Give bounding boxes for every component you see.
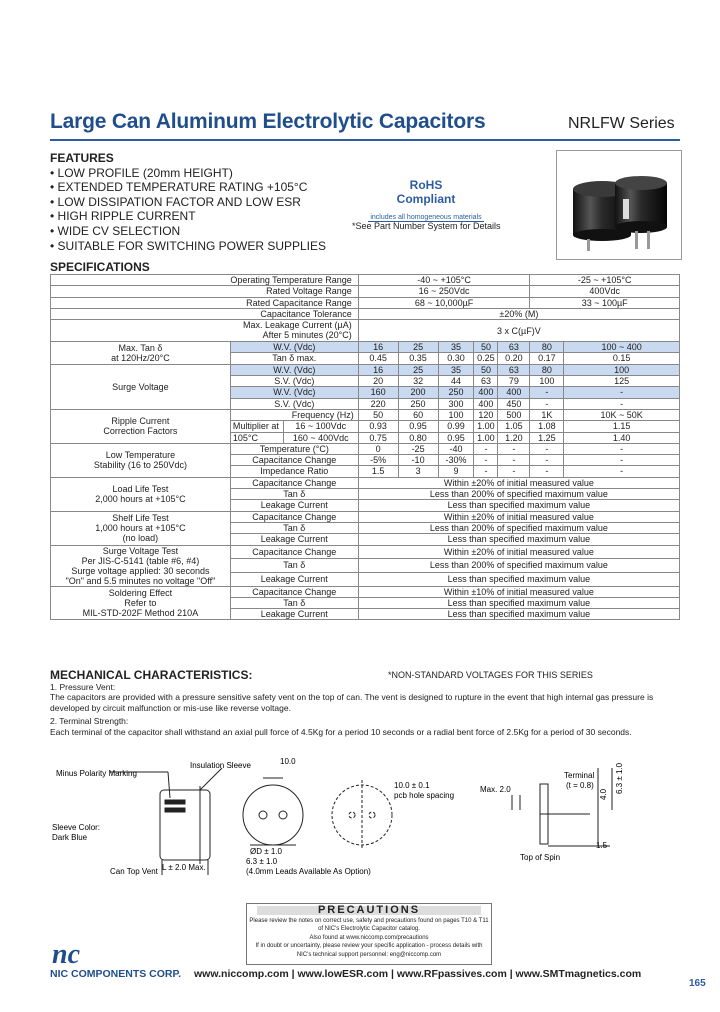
company-name: NIC COMPONENTS CORP. [50,968,182,980]
ripple-cell: 50 [358,409,398,420]
ripple-freq-label: Frequency (Hz) [230,409,358,420]
mechanical-heading: MECHANICAL CHARACTERISTICS: [50,668,253,682]
lowtemp-cell: -25 [398,443,438,454]
shelflife-key: Leakage Current [230,534,358,545]
specifications-heading: SPECIFICATIONS [50,260,150,274]
top-spin-label: Top of Spin [520,853,561,862]
solder-label-3: MIL-STD-202F Method 210A [82,607,199,618]
ripple-cell: 10K ~ 50K [564,409,680,420]
tan-wv-cell: 16 [358,342,398,353]
lowtemp-cell: - [530,443,564,454]
footer-bar [50,968,641,980]
rated-voltage-a: 16 ~ 250Vdc [358,286,530,297]
lowtemp-cell: - [498,443,530,454]
lowtemp-cell: - [564,443,680,454]
terminal-strength-text: Each terminal of the capacitor shall withstand an axial pull force of 4.5Kg for a period 10 seconds or a radial bent force of 2.5Kg for a period of 30 seconds. [50,727,632,737]
cap-tol-label: Capacitance Tolerance [51,308,359,319]
loadlife-key: Leakage Current [230,500,358,511]
feature-item: • HIGH RIPPLE CURRENT [50,209,196,224]
surge-wv-label: W.V. (Vdc) [230,364,358,375]
surgetest-label [51,545,231,586]
precautions-heading: PRECAUTIONS [257,906,481,915]
ripple-mult-label2: 105°C [232,432,258,443]
pcb-hole-label: pcb hole spacing [394,791,455,800]
shelflife-key: Tan δ [230,522,358,533]
surgetest-value: Within ±20% of initial measured value [358,545,679,559]
shelflife-label-1: Shelf Life Test [112,513,169,524]
ripple-cell: 120 [474,409,498,420]
surge-cell: 100 [564,364,680,375]
op-temp-a: -40 ~ +105°C [358,275,530,286]
lowtemp-cell: - [530,466,564,477]
lowtemp-cell: 1.5 [358,466,398,477]
capacitor-bottom-view [243,778,303,845]
loadlife-value: Less than specified maximum value [358,500,679,511]
solder-key: Capacitance Change [230,586,358,597]
table-row [51,297,680,308]
surgetest-key: Capacitance Change [230,545,358,559]
cap-tol-value: ±20% (M) [358,308,679,319]
leakage-label [51,320,359,342]
rohs-line3: includes all homogeneous materials [370,214,482,221]
table-row [51,342,680,353]
lowtemp-cell: 9 [438,466,474,477]
diameter-dim-label: ØD ± 1.0 [250,847,282,856]
loadlife-key: Capacitance Change [230,477,358,488]
page-number: 165 [689,978,706,989]
tan-cell: 0.35 [398,353,438,364]
rated-cap-label: Rated Capacitance Range [51,297,359,308]
dim-15-label: 1.5 [596,841,608,850]
precautions-line: Please review the notes on correct use, safety and precautions found on pages T10 & T11 [249,917,489,924]
surge-cell: 250 [398,398,438,409]
surgetest-value: Less than specified maximum value [358,572,679,586]
surge-sv-label: S.V. (Vdc) [230,398,358,409]
capacitor-image-icon [557,151,681,259]
sleeve-color-value: Dark Blue [52,833,88,842]
ripple-mult-label: Multiplier at [232,421,279,432]
surge-cell: - [530,398,564,409]
ripple-cell: 0.75 [358,432,398,443]
rohs-badge [354,178,498,224]
ripple-cell: 1.00 [474,421,498,432]
surgetest-value: Less than 200% of specified maximum value [358,559,679,573]
shelflife-label-2: 1,000 hours at +105°C [95,523,186,534]
nic-logo-icon [52,937,98,967]
terminal-thickness-label: (t = 0.8) [566,781,594,790]
feature-item: • SUITABLE FOR SWITCHING POWER SUPPLIES [50,238,327,253]
shelflife-value: Less than 200% of specified maximum value [358,522,679,533]
feature-item: • LOW DISSIPATION FACTOR AND LOW ESR [50,194,301,209]
surge-label: Surge Voltage [51,364,231,409]
tan-wv-cell: 35 [438,342,474,353]
surge-cell: 200 [398,387,438,398]
ripple-cell: 0.95 [438,432,474,443]
dim-4-label: 4.0 [599,788,608,800]
pressure-vent-title: 1. Pressure Vent: [50,682,116,692]
ripple-label-1: Ripple Current [111,416,170,427]
ripple-cell: 500 [498,409,530,420]
ripple-cell: 100 [438,409,474,420]
solder-value: Within ±10% of initial measured value [358,586,679,597]
dim-63-label: 6.3 ± 1.0 [615,762,624,794]
loadlife-value: Less than 200% of specified maximum value [358,489,679,500]
shelflife-key: Capacitance Change [230,511,358,522]
tan-wv-cell: 50 [474,342,498,353]
tan-cell: 0.17 [530,353,564,364]
minus-polarity-label: Minus Polarity Marking [56,769,137,778]
ripple-cell: 0.80 [398,432,438,443]
shelflife-value: Within ±20% of initial measured value [358,511,679,522]
surge-cell: 400 [498,387,530,398]
table-row [51,286,680,297]
table-row [51,275,680,286]
loadlife-label-2: 2,000 hours at +105°C [95,494,186,505]
shelflife-label-3: (no load) [122,533,159,544]
ripple-r1-label: 16 ~ 100Vdc [283,421,358,431]
rohs-line2: Compliant [396,192,456,206]
table-row [51,409,680,420]
rated-voltage-b: 400Vdc [530,286,680,297]
surge-cell: 400 [474,398,498,409]
ripple-cell: 1.25 [530,432,564,443]
ripple-cell: 60 [398,409,438,420]
ripple-cell: 1.00 [474,432,498,443]
surge-cell: 63 [498,364,530,375]
insulation-sleeve-label: Insulation Sleeve [190,761,251,770]
surge-cell: 80 [530,364,564,375]
rated-cap-a: 68 ~ 10,000µF [358,297,530,308]
ripple-label-2: Correction Factors [103,426,178,437]
surge-cell: 100 [530,376,564,387]
surge-cell: - [564,387,680,398]
leakage-label-1: Max. Leakage Current (µA) [243,320,352,331]
lowtemp-label-1: Low Temperature [105,450,176,461]
op-temp-label: Operating Temperature Range [51,275,359,286]
tan-wv-cell: 25 [398,342,438,353]
lowtemp-cell: 3 [398,466,438,477]
table-row [51,511,680,522]
tan-max-label: Tan δ max. [230,353,358,364]
lowtemp-cell: -40 [438,443,474,454]
tan-cell: 0.30 [438,353,474,364]
tan-label-1: Max. Tan δ [118,342,163,353]
pcb-spacing-label: 10.0 ± 0.1 [394,781,430,790]
capacitor-photo [556,150,682,260]
surge-cell: 450 [498,398,530,409]
table-row [51,443,680,454]
rated-voltage-label: Rated Voltage Range [51,286,359,297]
tan-cell: 0.15 [564,353,680,364]
max2-label: Max. 2.0 [480,785,511,794]
ripple-cell: 1.05 [498,421,530,432]
ripple-cell: 1.08 [530,421,564,432]
surge-cell: 300 [438,398,474,409]
surge-cell: 16 [358,364,398,375]
tan-wv-label: W.V. (Vdc) [230,342,358,353]
table-row [51,320,680,342]
table-row [51,545,680,559]
ripple-cell: 0.99 [438,421,474,432]
surgetest-label-3: Surge voltage applied: 30 seconds [71,565,210,576]
terminal-detail [512,768,612,846]
table-row [51,308,680,319]
tan-wv-cell: 63 [498,342,530,353]
lowtemp-cell: - [474,466,498,477]
lowtemp-c-label: Capacitance Change [230,455,358,466]
op-temp-b: -25 ~ +105°C [530,275,680,286]
lowtemp-cell: 0 [358,443,398,454]
surge-cell: 50 [474,364,498,375]
feature-item: • LOW PROFILE (20mm HEIGHT) [50,165,233,180]
series-name: NRLFW Series [568,115,675,132]
pressure-vent-text: The capacitors are provided with a pressure sensitive safety vent on the top of can. The vent is designed to rupture in the event that high internal gas pressure is developed by circuit malfunction or mis-use like reverse voltage. [50,692,654,713]
tan-label [51,342,231,365]
surge-wv-label: W.V. (Vdc) [230,387,358,398]
tan-cell: 0.25 [474,353,498,364]
shelflife-label [51,511,231,545]
feature-item: • WIDE CV SELECTION [50,223,181,238]
pitch-dim-label: 10.0 [280,757,296,766]
solder-key: Tan δ [230,597,358,608]
surge-cell: - [530,387,564,398]
precautions-box [246,903,492,965]
feature-item: • EXTENDED TEMPERATURE RATING +105°C [50,180,308,195]
solder-label-1: Soldering Effect [108,587,173,598]
ripple-cell: 1.40 [564,432,680,443]
surge-cell: 44 [438,376,474,387]
capacitor-side-view [110,768,222,875]
surge-cell: 400 [474,387,498,398]
surge-cell: 220 [358,398,398,409]
specifications-table [50,274,680,620]
loadlife-value: Within ±20% of initial measured value [358,477,679,488]
surge-cell: 25 [398,364,438,375]
lowtemp-cell: -30% [438,455,474,466]
surge-cell: 20 [358,376,398,387]
leakage-value: 3 x C(µF)V [358,320,679,342]
surge-cell: 160 [358,387,398,398]
page-title: Large Can Aluminum Electrolytic Capacitors [50,110,486,133]
terminal-strength-title: 2. Terminal Strength: [50,716,129,726]
surge-cell: - [564,398,680,409]
terminal-label: Terminal [564,771,595,780]
solder-label-2: Refer to [124,597,157,608]
precautions-line: Also found at www.niccomp.com/precautions [309,934,429,941]
ripple-mult-cell [230,421,358,432]
surge-cell: 63 [474,376,498,387]
surge-cell: 125 [564,376,680,387]
tan-cell: 0.20 [498,353,530,364]
surge-cell: 79 [498,376,530,387]
title-rule [50,139,680,141]
lowtemp-cell: -5% [358,455,398,466]
ripple-label [51,409,231,443]
ripple-mult-cell [230,432,358,443]
solder-key: Leakage Current [230,609,358,620]
surge-cell: 32 [398,376,438,387]
lead-option-label: (4.0mm Leads Available As Option) [246,867,371,876]
pcb-hole-view [332,780,392,850]
ripple-cell: 0.93 [358,421,398,432]
lowtemp-cell: - [530,455,564,466]
lowtemp-i-label: Impedance Ratio [230,466,358,477]
leakage-label-2: After 5 minutes (20°C) [262,329,352,340]
surge-cell: 35 [438,364,474,375]
ripple-cell: 1.15 [564,421,680,432]
lowtemp-cell: - [564,455,680,466]
can-top-vent-label: Can Top Vent [110,867,158,876]
rohs-line1: RoHS [409,178,443,192]
logo-letters: nc [52,939,80,967]
tan-cell: 0.45 [358,353,398,364]
lowtemp-label-2: Stability (16 to 250Vdc) [93,460,187,471]
precautions-line: NIC's technical support personnel: eng@niccomp.com [296,951,442,958]
ripple-r2-label: 160 ~ 400Vdc [283,433,358,443]
loadlife-label-1: Load Life Test [112,484,169,495]
precautions-line: of NIC's Electrolytic Capacitor catalog. [318,926,420,932]
solder-value: Less than specified maximum value [358,609,679,620]
features-block [50,151,326,253]
loadlife-label [51,477,231,511]
surgetest-label-1: Surge Voltage Test [102,545,179,556]
length-dim-label: L ± 2.0 Max. [162,863,206,872]
lowtemp-cell: - [498,455,530,466]
ripple-cell: 0.95 [398,421,438,432]
tan-wv-cell: 80 [530,342,564,353]
loadlife-key: Tan δ [230,489,358,500]
lowtemp-cell: - [564,466,680,477]
lowtemp-cell: - [474,443,498,454]
nonstd-note: *NON-STANDARD VOLTAGES FOR THIS SERIES [388,670,593,680]
ripple-cell: 1.20 [498,432,530,443]
lowtemp-cell: - [474,455,498,466]
lowtemp-t-label: Temperature (°C) [230,443,358,454]
lowtemp-cell: -10 [398,455,438,466]
surge-cell: 250 [438,387,474,398]
mechanical-diagram [50,750,690,885]
rohs-note: *See Part Number System for Details [352,221,501,231]
footer-links[interactable]: www.niccomp.com | www.lowESR.com | www.RFpassives.com | www.SMTmagnetics.com [194,968,642,980]
table-row [51,477,680,488]
precautions-line: If in doubt or uncertainty, please review your specific application - process details with [255,943,483,949]
surge-sv-label: S.V. (Vdc) [230,376,358,387]
solder-value: Less than specified maximum value [358,597,679,608]
table-row [51,364,680,375]
surgetest-key: Leakage Current [230,572,358,586]
shelflife-value: Less than specified maximum value [358,534,679,545]
lowtemp-cell: - [498,466,530,477]
surgetest-label-4: "On" and 5.5 minutes no voltage "Off" [65,575,216,586]
lead-length-label: 6.3 ± 1.0 [246,857,278,866]
surgetest-key: Tan δ [230,559,358,573]
tan-wv-cell: 100 ~ 400 [564,342,680,353]
tan-label-2: at 120Hz/20°C [111,352,170,363]
table-row [51,586,680,597]
ripple-cell: 1K [530,409,564,420]
surgetest-label-2: Per JIS-C-5141 (table #6, #4) [81,555,200,566]
lowtemp-label [51,443,231,477]
rated-cap-b: 33 ~ 100µF [530,297,680,308]
sleeve-color-label: Sleeve Color: [52,823,101,832]
solder-label [51,586,231,620]
features-heading: FEATURES [50,151,114,165]
